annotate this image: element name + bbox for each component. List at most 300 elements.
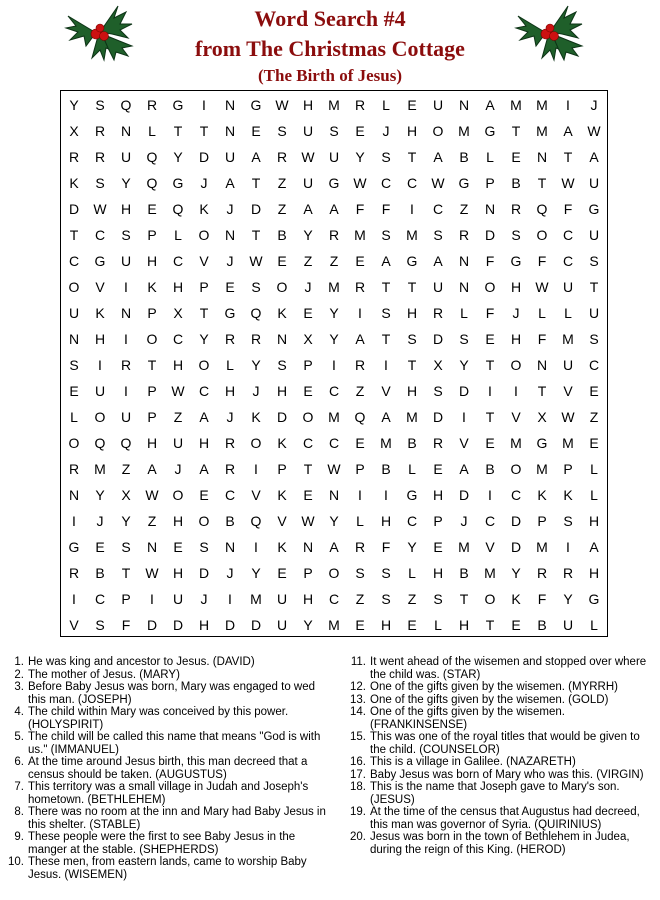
clue-text: This is the name that Joseph gave to Mary's son. (JESUS) — [370, 781, 620, 806]
grid-letter: O — [432, 123, 444, 139]
grid-letter: M — [328, 97, 340, 113]
grid-row — [61, 508, 607, 534]
grid-letter: Q — [120, 435, 132, 451]
grid-letter: H — [172, 357, 184, 373]
grid-letter: R — [354, 539, 366, 555]
grid-letter: S — [433, 591, 443, 607]
grid-letter: K — [95, 305, 105, 321]
clue-text: This is a village in Galilee. (NAZARETH) — [370, 756, 576, 768]
grid-letter: U — [562, 357, 574, 373]
grid-letter: N — [120, 305, 132, 321]
grid-letter: V — [95, 279, 105, 295]
grid-letter: S — [381, 149, 391, 165]
grid-letter: E — [511, 149, 521, 165]
grid-letter: T — [173, 123, 183, 139]
grid-letter: I — [384, 357, 388, 373]
grid-row — [61, 378, 607, 404]
grid-letter: M — [536, 539, 548, 555]
grid-letter: U — [562, 617, 574, 633]
grid-letter: R — [276, 149, 288, 165]
grid-letter: L — [356, 513, 364, 529]
grid-letter: Q — [536, 201, 548, 217]
grid-letter: Z — [329, 253, 339, 269]
clue-item — [348, 769, 656, 782]
clue-text: These people were the first to see Baby Jesus in the manger at the stable. (SHEPHERDS) — [28, 831, 296, 856]
grid-letter: U — [120, 409, 132, 425]
clue-number: 9. — [14, 831, 24, 843]
grid-letter: Y — [511, 565, 521, 581]
grid-letter: K — [251, 409, 261, 425]
clue-text: Baby Jesus was born of Mary who was this. (VIRGIN) — [370, 768, 644, 781]
grid-letter: H — [276, 383, 288, 399]
grid-letter: Y — [329, 331, 339, 347]
grid-letter: R — [354, 279, 366, 295]
grid-letter: J — [512, 305, 520, 321]
grid-letter: Z — [147, 513, 157, 529]
grid-letter: I — [254, 539, 258, 555]
grid-row — [61, 170, 607, 196]
grid-letter: K — [511, 591, 521, 607]
grid-letter: G — [328, 175, 340, 191]
grid-letter: E — [355, 617, 365, 633]
grid-letter: N — [224, 123, 236, 139]
grid-letter: U — [328, 149, 340, 165]
grid-letter: M — [536, 97, 548, 113]
grid-letter: U — [224, 149, 236, 165]
grid-letter: N — [458, 97, 470, 113]
grid-letter: Y — [173, 149, 183, 165]
grid-letter: B — [277, 227, 287, 243]
grid-letter: F — [485, 253, 495, 269]
grid-letter: Y — [121, 175, 131, 191]
grid-row — [61, 456, 607, 482]
grid-letter: L — [382, 97, 390, 113]
grid-letter: I — [124, 331, 128, 347]
grid-letter: Q — [354, 409, 366, 425]
grid-letter: J — [226, 201, 234, 217]
grid-letter: H — [510, 279, 522, 295]
clue-text: At the time around Jesus birth, this man decreed that a census should be taken. (AUGUSTUS) — [28, 756, 308, 781]
grid-letter: T — [589, 279, 599, 295]
grid-row — [61, 482, 607, 508]
grid-letter: H — [302, 97, 314, 113]
grid-letter: N — [328, 487, 340, 503]
grid-letter: M — [510, 97, 522, 113]
grid-letter: G — [458, 175, 470, 191]
grid-letter: D — [224, 617, 236, 633]
grid-letter: D — [198, 565, 210, 581]
grid-letter: E — [433, 539, 443, 555]
grid-letter: B — [459, 149, 469, 165]
grid-letter: H — [224, 383, 236, 399]
clue-number: 6. — [14, 756, 24, 768]
clue-item — [348, 756, 656, 769]
grid-letter: J — [200, 591, 208, 607]
grid-letter: E — [355, 435, 365, 451]
clue-text: He was king and ancestor to Jesus. (DAVID) — [28, 656, 255, 668]
grid-letter: U — [172, 435, 184, 451]
grid-letter: F — [381, 539, 391, 555]
grid-letter: R — [354, 357, 366, 373]
grid-letter: O — [484, 279, 496, 295]
grid-letter: B — [225, 513, 235, 529]
grid-letter: G — [172, 175, 184, 191]
clue-item — [348, 831, 656, 856]
grid-letter: D — [250, 617, 262, 633]
grid-letter: V — [277, 513, 287, 529]
grid-letter: B — [95, 565, 105, 581]
grid-letter: D — [146, 617, 158, 633]
grid-letter: C — [172, 253, 184, 269]
grid-letter: F — [563, 201, 573, 217]
grid-letter: S — [199, 539, 209, 555]
grid-letter: N — [276, 331, 288, 347]
clue-number: 16. — [350, 756, 366, 768]
grid-letter: R — [224, 331, 236, 347]
grid-letter: Q — [94, 435, 106, 451]
grid-letter: F — [537, 591, 547, 607]
grid-letter: Z — [589, 409, 599, 425]
grid-letter: R — [68, 565, 80, 581]
grid-letter: U — [172, 591, 184, 607]
clue-number: 1. — [14, 656, 24, 668]
grid-letter: T — [537, 383, 547, 399]
grid-letter: W — [561, 409, 575, 425]
grid-letter: T — [485, 617, 495, 633]
grid-letter: W — [561, 175, 575, 191]
grid-letter: O — [198, 357, 210, 373]
grid-letter: H — [172, 279, 184, 295]
clue-text: The child will be called this name that means "God is with us." (IMMANUEL) — [28, 731, 321, 756]
grid-letter: D — [458, 383, 470, 399]
grid-letter: E — [277, 253, 287, 269]
grid-letter: V — [381, 383, 391, 399]
grid-letter: R — [224, 461, 236, 477]
grid-letter: S — [381, 591, 391, 607]
grid-letter: E — [407, 617, 417, 633]
grid-letter: H — [302, 591, 314, 607]
clue-text: This territory was a small village in Judah and Joseph's hometown. (BETHLEHEM) — [28, 781, 309, 806]
grid-letter: E — [95, 539, 105, 555]
grid-letter: V — [459, 435, 469, 451]
grid-letter: G — [588, 201, 600, 217]
grid-row — [61, 352, 607, 378]
grid-letter: H — [94, 331, 106, 347]
grid-letter: L — [564, 305, 572, 321]
grid-letter: V — [199, 253, 209, 269]
grid-letter: P — [147, 227, 157, 243]
grid-letter: C — [432, 201, 444, 217]
grid-letter: L — [590, 487, 598, 503]
grid-letter: G — [250, 97, 262, 113]
grid-row — [61, 326, 607, 352]
grid-letter: K — [69, 175, 79, 191]
grid-letter: Z — [121, 461, 131, 477]
clue-text: The mother of Jesus. (MARY) — [28, 668, 180, 681]
clue-number: 7. — [14, 781, 24, 793]
clue-number: 20. — [350, 831, 366, 843]
grid-letter: R — [458, 227, 470, 243]
grid-letter: Z — [277, 201, 287, 217]
grid-letter: B — [407, 435, 417, 451]
grid-letter: Z — [173, 409, 183, 425]
grid-letter: V — [251, 487, 261, 503]
grid-letter: L — [174, 227, 182, 243]
grid-letter: H — [510, 331, 522, 347]
grid-letter: N — [120, 123, 132, 139]
grid-row — [61, 144, 607, 170]
grid-letter: R — [432, 435, 444, 451]
clue-item — [6, 781, 326, 806]
grid-letter: E — [511, 617, 521, 633]
grid-letter: T — [459, 591, 469, 607]
grid-letter: E — [355, 253, 365, 269]
page-title: Word Search #4 — [254, 6, 406, 31]
grid-letter: H — [458, 617, 470, 633]
grid-letter: W — [535, 279, 549, 295]
grid-letter: S — [277, 123, 287, 139]
grid-letter: S — [277, 357, 287, 373]
grid-letter: T — [381, 331, 391, 347]
grid-letter: E — [485, 331, 495, 347]
clue-number: 14. — [350, 706, 366, 718]
clue-number: 8. — [14, 806, 24, 818]
grid-letter: V — [485, 539, 495, 555]
grid-letter: H — [588, 565, 600, 581]
clue-item — [6, 806, 326, 831]
grid-letter: U — [120, 253, 132, 269]
grid-letter: K — [277, 435, 287, 451]
grid-letter: O — [68, 435, 80, 451]
grid-letter: A — [459, 461, 469, 477]
grid-letter: U — [276, 591, 288, 607]
grid-letter: J — [304, 279, 312, 295]
grid-letter: X — [537, 409, 547, 425]
grid-letter: I — [332, 357, 336, 373]
grid-letter: G — [406, 487, 418, 503]
grid-letter: H — [146, 253, 158, 269]
grid-letter: W — [145, 487, 159, 503]
grid-letter: X — [173, 305, 183, 321]
clue-text: It went ahead of the wisemen and stopped over where the child was. (STAR) — [370, 656, 647, 681]
grid-letter: R — [68, 461, 80, 477]
grid-letter: H — [588, 513, 600, 529]
grid-letter: W — [301, 149, 315, 165]
grid-letter: W — [249, 253, 263, 269]
grid-letter: A — [251, 149, 261, 165]
grid-letter: T — [407, 149, 417, 165]
grid-letter: J — [252, 383, 260, 399]
grid-letter: C — [328, 383, 340, 399]
grid-letter: J — [590, 97, 598, 113]
clue-number: 19. — [350, 806, 366, 818]
grid-letter: H — [406, 123, 418, 139]
grid-letter: E — [277, 565, 287, 581]
grid-letter: T — [381, 279, 391, 295]
grid-letter: A — [225, 175, 235, 191]
grid-letter: N — [458, 279, 470, 295]
clue-text: One of the gifts given by the wisemen. (MYRRH) — [370, 681, 618, 693]
grid-letter: A — [329, 539, 339, 555]
grid-letter: O — [172, 487, 184, 503]
clue-number: 12. — [350, 681, 366, 693]
grid-letter: T — [303, 461, 313, 477]
grid-letter: E — [225, 279, 235, 295]
clue-number: 10. — [8, 856, 24, 868]
grid-letter: N — [224, 227, 236, 243]
grid-letter: I — [202, 97, 206, 113]
grid-letter: O — [146, 331, 158, 347]
grid-letter: A — [355, 331, 365, 347]
grid-letter: J — [460, 513, 468, 529]
grid-letter: T — [251, 227, 261, 243]
clue-number: 11. — [350, 656, 366, 668]
grid-letter: M — [562, 331, 574, 347]
grid-letter: H — [172, 565, 184, 581]
grid-letter: B — [485, 461, 495, 477]
clue-text: One of the gifts given by the wisemen. (FRANKINSENSE) — [370, 706, 565, 731]
grid-letter: O — [198, 513, 210, 529]
grid-letter: H — [198, 435, 210, 451]
grid-letter: J — [382, 123, 390, 139]
grid-letter: N — [536, 357, 548, 373]
grid-letter: Q — [120, 97, 132, 113]
grid-letter: P — [147, 305, 157, 321]
grid-letter: E — [485, 435, 495, 451]
grid-letter: O — [328, 565, 340, 581]
grid-letter: D — [432, 409, 444, 425]
clue-text: Before Baby Jesus was born, Mary was engaged to wed this man. (JOSEPH) — [28, 681, 316, 706]
grid-letter: I — [72, 591, 76, 607]
grid-letter: W — [431, 175, 445, 191]
grid-letter: Y — [121, 513, 131, 529]
grid-letter: O — [250, 435, 262, 451]
grid-letter: Y — [563, 591, 573, 607]
grid-letter: I — [228, 591, 232, 607]
clue-number: 2. — [14, 668, 24, 681]
grid-letter: Y — [459, 357, 469, 373]
grid-letter: S — [95, 175, 105, 191]
grid-letter: D — [510, 513, 522, 529]
grid-letter: H — [380, 513, 392, 529]
clue-number: 18. — [350, 781, 366, 793]
clue-item — [6, 756, 326, 781]
clue-number: 5. — [14, 731, 24, 743]
grid-letter: E — [355, 123, 365, 139]
grid-letter: R — [354, 97, 366, 113]
grid-letter: Y — [69, 97, 79, 113]
grid-letter: K — [537, 487, 547, 503]
grid-row — [61, 248, 607, 274]
grid-letter: Q — [146, 149, 158, 165]
grid-letter: P — [563, 461, 573, 477]
grid-letter: L — [148, 123, 156, 139]
grid-letter: I — [150, 591, 154, 607]
grid-letter: Y — [251, 565, 261, 581]
grid-letter: K — [277, 539, 287, 555]
clue-item — [348, 731, 656, 756]
grid-letter: R — [94, 123, 106, 139]
grid-letter: F — [381, 201, 391, 217]
grid-letter: O — [276, 279, 288, 295]
clue-number: 3. — [14, 681, 24, 693]
grid-letter: R — [224, 435, 236, 451]
grid-letter: M — [562, 435, 574, 451]
grid-letter: U — [588, 175, 600, 191]
grid-letter: C — [562, 253, 574, 269]
grid-letter: J — [226, 565, 234, 581]
grid-letter: S — [433, 383, 443, 399]
grid-letter: A — [147, 461, 157, 477]
page-subtitle: from The Christmas Cottage — [195, 36, 465, 61]
grid-letter: R — [510, 201, 522, 217]
grid-letter: A — [485, 97, 495, 113]
grid-letter: Q — [250, 305, 262, 321]
grid-letter: K — [277, 487, 287, 503]
grid-letter: P — [303, 357, 313, 373]
grid-letter: H — [432, 487, 444, 503]
clue-column-right — [348, 656, 656, 856]
grid-letter: S — [381, 305, 391, 321]
grid-letter: D — [458, 487, 470, 503]
grid-letter: U — [432, 97, 444, 113]
clue-text: Jesus was born in the town of Bethlehem in Judea, during the reign of this King. (HEROD) — [370, 831, 630, 856]
grid-letter: D — [250, 201, 262, 217]
grid-letter: A — [433, 149, 443, 165]
grid-letter: N — [224, 539, 236, 555]
grid-letter: O — [510, 461, 522, 477]
grid-letter: S — [381, 565, 391, 581]
grid-letter: E — [303, 305, 313, 321]
grid-letter: M — [328, 617, 340, 633]
grid-letter: M — [94, 461, 106, 477]
grid-letter: C — [406, 513, 418, 529]
grid-letter: S — [459, 331, 469, 347]
grid-letter: Y — [303, 227, 313, 243]
grid-letter: C — [94, 227, 106, 243]
grid-letter: D — [432, 331, 444, 347]
grid-letter: I — [124, 279, 128, 295]
grid-letter: I — [358, 487, 362, 503]
grid-row — [61, 586, 607, 612]
grid-letter: S — [589, 331, 599, 347]
grid-letter: L — [434, 617, 442, 633]
clue-item — [6, 856, 326, 881]
grid-letter: O — [510, 357, 522, 373]
grid-letter: Y — [329, 305, 339, 321]
grid-row — [61, 534, 607, 560]
grid-letter: I — [566, 539, 570, 555]
grid-letter: R — [146, 97, 158, 113]
grid-letter: T — [199, 305, 209, 321]
grid-letter: C — [302, 435, 314, 451]
word-search-grid — [60, 90, 608, 637]
grid-letter: J — [174, 461, 182, 477]
grid-letter: A — [589, 539, 599, 555]
grid-letter: P — [355, 461, 365, 477]
grid-letter: V — [563, 383, 573, 399]
grid-letter: U — [588, 227, 600, 243]
grid-letter: T — [121, 565, 131, 581]
grid-letter: N — [224, 97, 236, 113]
grid-letter: L — [538, 305, 546, 321]
clue-text: These men, from eastern lands, came to worship Baby Jesus. (WISEMEN) — [28, 856, 307, 881]
clue-item — [6, 706, 326, 731]
grid-letter: R — [68, 149, 80, 165]
grid-letter: F — [121, 617, 131, 633]
clue-number: 4. — [14, 706, 24, 718]
grid-letter: J — [226, 409, 234, 425]
